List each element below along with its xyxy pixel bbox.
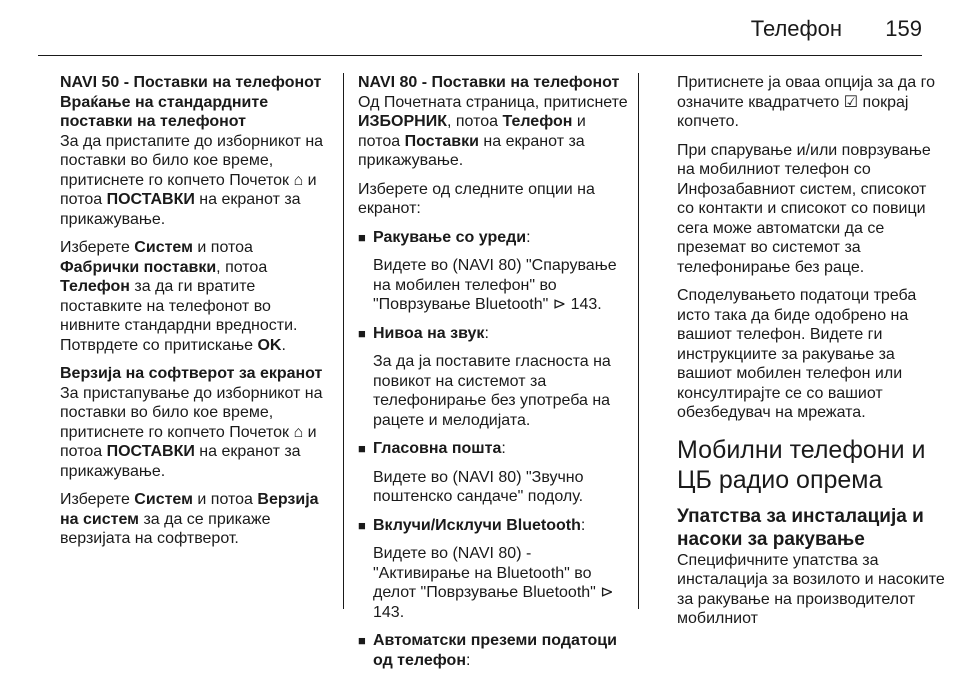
section-heading-navi50: NAVI 50 - Поставки на телефонот [60, 74, 322, 91]
column-divider-2 [638, 73, 639, 609]
list-item: ■ Нивоа на звук: [358, 324, 628, 344]
column-middle [358, 73, 628, 679]
list-item: ■ Вклучи/Исклучи Bluetooth: [358, 516, 628, 536]
paragraph-navi80-access: Од Почетната страница, притиснете ИЗБОРНИК, потоа Телефон и потоа Поставки на екранот за прикажување. [358, 93, 628, 169]
subheading-reset-phone: Враќање на стандардните поставки на телефонот [60, 93, 269, 130]
paragraph-select-options: Изберете од следните опции на екранот: [358, 180, 595, 217]
subheading-software-version: Верзија на софтверот за екранот [60, 365, 323, 382]
column-right [677, 73, 947, 629]
list-item-description: За да ја поставите гласноста на повикот на системот за телефонирање без употреба на рацете и мелодијата. [373, 353, 611, 429]
section-heading-navi80: NAVI 80 - Поставки на телефонот [358, 74, 620, 91]
paragraph-access-settings: За да пристапите до изборникот на поставки во било кое време, притиснете го копчето Почеток ⌂ и потоа ПОСТАВКИ на екранот за прикажување. [60, 132, 324, 228]
page-number: 159 [885, 16, 922, 41]
home-icon: ⌂ [293, 423, 304, 441]
list-item-description: Видете во (NAVI 80) - "Активирање на Bluetooth" во делот "Поврзување Bluetooth" ⊳ 143. [373, 545, 614, 621]
list-item-description: Видете во (NAVI 80) "Спарување на мобилен телефон" во "Поврзување Bluetooth" ⊳ 143. [373, 257, 617, 313]
list-item: ■ Автоматски преземи податоци од телефон: [358, 631, 628, 670]
paragraph-version-instructions: Изберете Систем и потоа Верзија на систем за да се прикаже верзијата на софтверот. [60, 491, 319, 547]
paragraph-access-settings-2: За пристапување до изборникот на поставки во било кое време, притиснете го копчето Почеток ⌂ и потоа ПОСТАВКИ на екранот за прикажување. [60, 384, 323, 480]
section-heading-mobile-cb: Мобилни телефони и ЦБ радио опрема [677, 435, 926, 494]
paragraph-reset-instructions: Изберете Систем и потоа Фабрички поставки, потоа Телефон за да ги вратите поставките на телефонот во нивните стандардни вредности. Потврдете со притискање OK. [60, 239, 298, 354]
checkbox-icon: ☑ [843, 93, 859, 111]
subheading-installation: Упатства за инсталација и насоки за ракување [677, 505, 924, 550]
page-header [0, 0, 960, 56]
paragraph-installation: Специфичните упатства за инсталација за возилото и насоките за ракување на производителот мобилниот [677, 551, 945, 627]
paragraph-checkbox-option: Притиснете ја оваа опција за да го означите квадратчето ☑ покрај копчето. [677, 74, 935, 130]
list-item-description: Видете во (NAVI 80) "Звучно поштенско сандаче" подолу. [373, 468, 584, 505]
column-left [60, 73, 328, 558]
list-item: ■ Ракување со уреди: [358, 228, 628, 248]
paragraph-auto-download: При спарување и/или поврзување на мобилниот телефон со Инфозабавниот систем, списокот со контакти и списокот со повици сега може автоматски да се преземат во системот за телефонирање без раце. [677, 141, 931, 276]
header-divider [38, 55, 922, 56]
section-title: Телефон [750, 16, 842, 41]
home-icon: ⌂ [293, 171, 304, 189]
paragraph-data-sharing: Споделувањето податоци треба исто така да биде одобрено на вашиот телефон. Видете ги инструкциите за ракување за вашиот мобилен телефон или консултирајте се со вашиот обезбедувач на мрежата. [677, 287, 917, 421]
list-item: ■ Гласовна пошта: [358, 439, 628, 459]
column-divider-1 [343, 73, 344, 609]
